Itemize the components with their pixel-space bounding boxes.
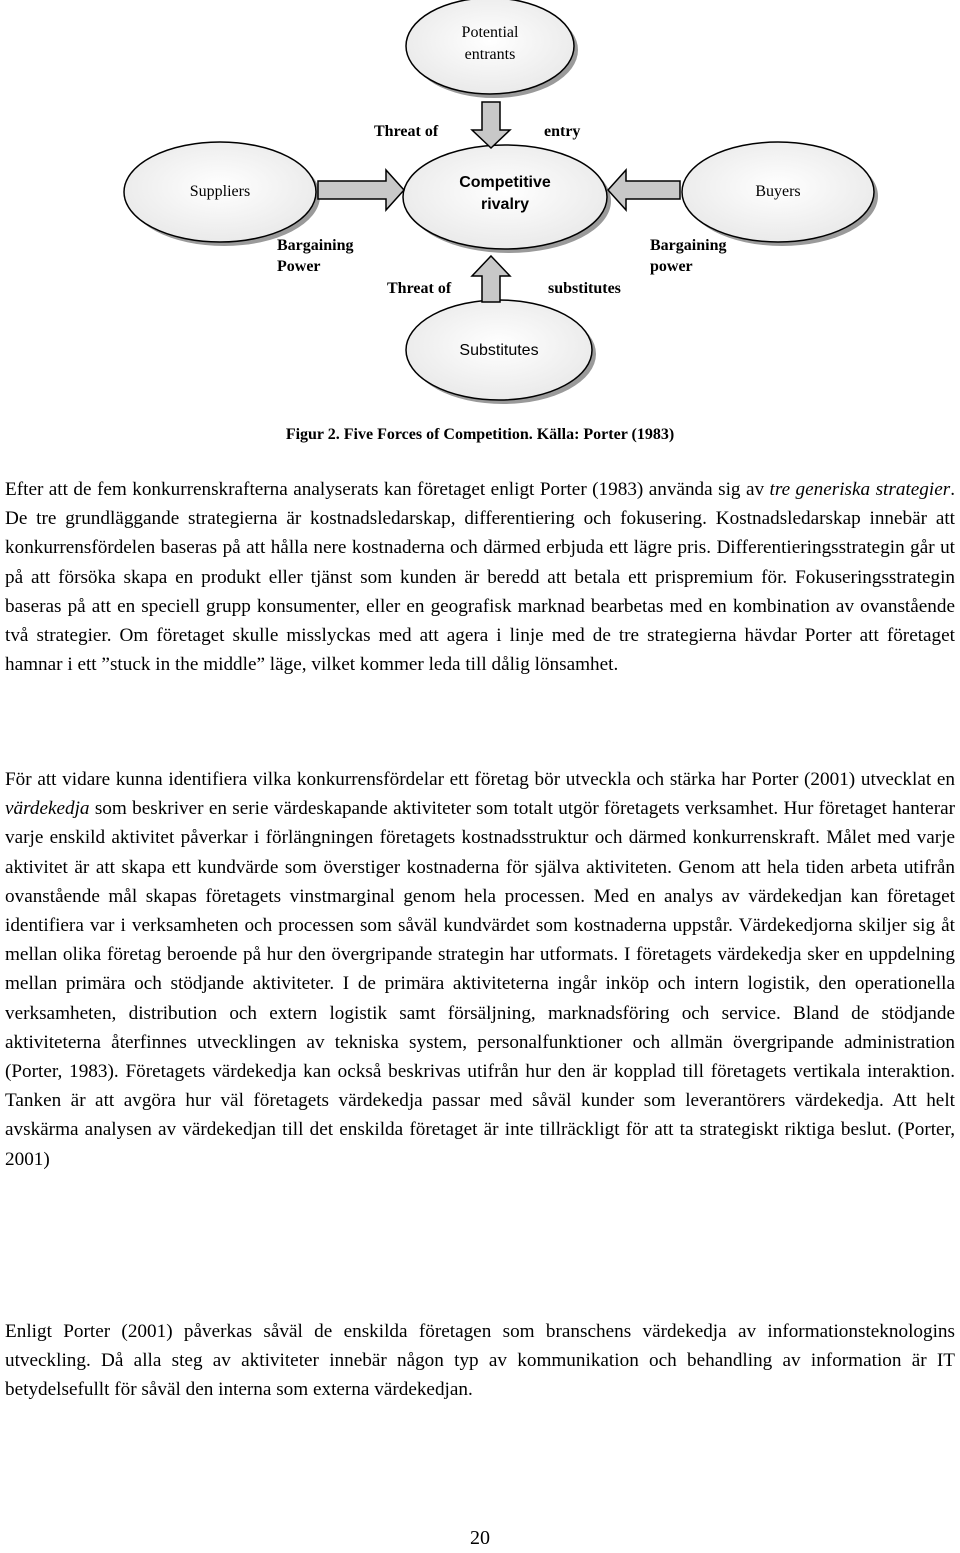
- italic-term: tre generiska strategier: [769, 479, 951, 500]
- substitutes-label: Substitutes: [459, 342, 539, 359]
- text-segment: För att vidare kunna identifiera vilka konkurrensfördelar ett företag bör utveckla och stärka har Porter (2001) utvecklat en: [5, 769, 955, 790]
- figure-caption: Figur 2. Five Forces of Competition. Källa: Porter (1983): [285, 426, 675, 443]
- arrow-left-icon: [608, 170, 680, 210]
- potential-entrants-label: Potential entrants: [461, 24, 519, 63]
- arrow-down-icon: [472, 102, 510, 148]
- paragraph-value-chain: [5, 765, 955, 1174]
- paragraph-it: [5, 1317, 955, 1405]
- text-segment: . De tre grundläggande strategierna är kostnadsledarskap, differentiering och fokusering. Kostnadsledarskap innebär att konkurrensfördelen baseras på att hålla nere kostnaderna och därmed erbjuda ett lägre pris. Differentieringsstrategin går ut på att försöka skapa en produkt eller tjänst som kunden är beredd att betala ett prispremium för. Fokuseringsstrategin baseras på att en speciell grupp konsumenter, eller en geografisk marknad bearbetas med en kombination av ovanstående två strategier. Om företaget skulle misslyckas med att agera i linje med de tre strategierna hävdar Porter att företaget hamnar i ett ”stuck in the middle” läge, vilket kommer leda till dålig lönsamhet.: [5, 479, 955, 676]
- substitutes-force-label: substitutes: [548, 280, 621, 297]
- italic-term: värdekedja: [5, 798, 90, 820]
- entry-label: entry: [544, 123, 581, 140]
- suppliers-label: Suppliers: [189, 183, 251, 200]
- bargaining-power-suppliers-label: Bargaining Power: [277, 237, 354, 275]
- text-segment: Enligt Porter (2001) påverkas såväl de enskilda företagen som branschens värdekedja av informationsteknologins utveckling. Då alla steg av aktiviteter innebär någon typ av kommunikation och behandling av information är IT betydelsefullt för såväl den interna som externa värdekedjan.: [5, 1321, 955, 1401]
- threat-of-substitutes-label: Threat of: [387, 280, 452, 297]
- threat-of-entry-label: Threat of: [374, 123, 439, 140]
- competitive-rivalry-label: Competitive rivalry: [459, 174, 551, 213]
- text-segment: Efter att de fem konkurrenskrafterna analyserats kan företaget enligt Porter (1983) använda sig av: [5, 479, 770, 500]
- buyers-label: Buyers: [755, 183, 801, 200]
- arrow-right-icon: [318, 170, 404, 210]
- paragraph-strategies: [5, 475, 955, 679]
- text-segment: som beskriver en serie värdeskapande aktiviteter som totalt utgör företagets verksamhet. Hur företaget hanterar varje enskild aktivitet påverkar i förlängningen företagets kostnadsstruktur och därmed konkurrenskraft. Målet med varje aktivitet är att skapa ett kundvärde som överstiger kostnaderna för själva aktiviteten. Genom att hela tiden arbeta utifrån ovanstående mål skapas företagets vinstmarginal genom hela processen. Med en analys av värdekedjan kan företaget identifiera var i verksamheten och processen som såväl kundvärdet som kostnaderna uppstår. Värdekedjorna skiljer sig åt mellan olika företag beroende på hur den övergripande strategin har utformats. I företagets värdekedja sker en uppdelning mellan primära och stödjande aktiviteter. I de primära aktiviteterna ingår inköp och intern logistik, den operationella verksamheten, distribution och extern logistik samt försäljning, marknadsföring och service. Bland de stödjande aktiviteterna återfinnes utvecklingen av tekniska system, personalfunktioner och allmän övergripande administration (Porter, 1983). Företagets värdekedja kan också beskrivas utifrån hur den är kopplad till företagets vertikala interaktion. Tanken är att avgöra hur väl företagets värdekedja passar med såväl kunder som leverantörers värdekedja. Att helt avskärma analysen av värdekedjan till det enskilda företaget är inte tillräckligt för att ta strategiskt riktiga beslut. (Porter, 2001): [5, 798, 955, 1170]
- page-number: 20: [470, 1527, 490, 1549]
- arrow-up-icon: [472, 256, 510, 302]
- bargaining-power-buyers-label: Bargaining power: [650, 237, 727, 275]
